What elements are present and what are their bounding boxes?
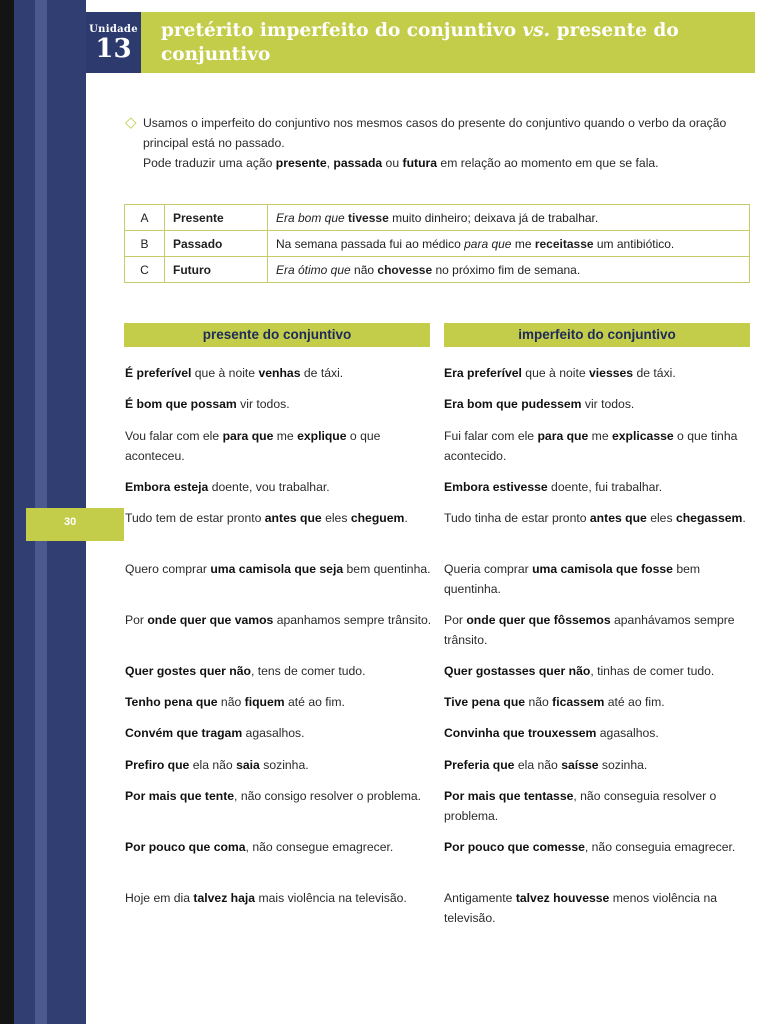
text-segment: me bbox=[273, 429, 298, 443]
page-title bbox=[161, 19, 746, 67]
row-letter: C bbox=[125, 257, 165, 283]
text-segment: que à noite bbox=[191, 366, 259, 380]
text-segment: É preferível bbox=[125, 366, 192, 380]
example-sentence bbox=[125, 662, 435, 682]
text-segment: Queria comprar bbox=[444, 562, 533, 576]
example-sentence bbox=[444, 364, 756, 384]
example-sentence bbox=[444, 662, 756, 682]
text-segment: Era ótimo que bbox=[276, 262, 351, 277]
usage-table bbox=[124, 204, 750, 283]
text-segment: sozinha. bbox=[259, 758, 309, 772]
example-sentence bbox=[125, 693, 435, 713]
row-time-label: Futuro bbox=[165, 257, 268, 283]
text-segment: para que bbox=[537, 429, 589, 443]
text-segment: Embora esteja bbox=[125, 480, 209, 494]
example-sentence bbox=[444, 478, 756, 498]
text-segment: mais violência na televisão. bbox=[255, 891, 407, 905]
text-segment: Por pouco que coma bbox=[125, 840, 246, 854]
text-segment: Quer gostes quer não bbox=[125, 664, 251, 678]
example-sentence bbox=[444, 693, 756, 713]
text-segment: talvez houvesse bbox=[515, 891, 610, 905]
text-segment: Hoje em dia bbox=[125, 891, 194, 905]
text-segment: não bbox=[525, 695, 553, 709]
diamond-bullet-icon: ◇ bbox=[125, 114, 137, 131]
text-segment: Preferia que bbox=[444, 758, 515, 772]
table-row bbox=[125, 231, 750, 257]
text-segment: não bbox=[350, 262, 378, 277]
text-segment: até ao fim. bbox=[284, 695, 345, 709]
text-segment: Convinha que trouxessem bbox=[444, 726, 597, 740]
example-sentence bbox=[444, 756, 756, 776]
text-segment: o que tinha acontecido. bbox=[444, 429, 738, 463]
text-segment: fiquem bbox=[244, 695, 285, 709]
text-segment: , não conseguia emagrecer. bbox=[584, 840, 736, 854]
text-segment: chovesse bbox=[377, 262, 433, 277]
text-segment: bem quentinha. bbox=[444, 562, 701, 596]
example-sentence bbox=[444, 560, 756, 599]
example-sentence bbox=[125, 478, 435, 498]
example-sentence bbox=[125, 838, 435, 858]
unit-badge bbox=[86, 12, 141, 73]
text-segment: , não consegue emagrecer. bbox=[245, 840, 394, 854]
row-example-sentence bbox=[268, 231, 750, 257]
text-segment: Na semana passada fui ao médico bbox=[276, 236, 465, 251]
text-segment: Tudo tem de estar pronto bbox=[125, 511, 265, 525]
text-segment: no próximo fim de semana. bbox=[432, 262, 581, 277]
text-segment: Era preferível bbox=[444, 366, 522, 380]
text-segment: me bbox=[511, 236, 535, 251]
title-part-1: pretérito imperfeito do conjuntivo bbox=[161, 20, 517, 41]
text-segment: uma camisola que seja bbox=[210, 562, 344, 576]
text-segment: vir todos. bbox=[581, 397, 635, 411]
text-segment: tivesse bbox=[348, 210, 389, 225]
column-header-imperfect: imperfeito do conjuntivo bbox=[444, 323, 750, 347]
example-sentence bbox=[444, 838, 756, 858]
text-segment: uma camisola que fosse bbox=[532, 562, 673, 576]
row-example-sentence bbox=[268, 205, 750, 231]
text-segment: para que bbox=[464, 236, 512, 251]
text-segment: antes que bbox=[589, 511, 647, 525]
text-segment: Embora estivesse bbox=[444, 480, 548, 494]
row-time-label: Passado bbox=[165, 231, 268, 257]
example-sentence bbox=[125, 560, 435, 580]
text-segment: apanhamos sempre trânsito. bbox=[273, 613, 432, 627]
text-segment: eles bbox=[646, 511, 676, 525]
text-segment: Tenho pena que bbox=[125, 695, 218, 709]
text-segment: , tens de comer tudo. bbox=[250, 664, 366, 678]
text-segment: um antibiótico. bbox=[593, 236, 675, 251]
table-row bbox=[125, 205, 750, 231]
text-segment: receitasse bbox=[534, 236, 594, 251]
text-segment: apanhávamos sempre trânsito. bbox=[444, 613, 735, 647]
intro-line-2: Pode traduzir uma ação presente, passada ou futura em relação ao momento em que se fala. bbox=[143, 156, 659, 170]
text-segment: chegassem bbox=[675, 511, 743, 525]
text-segment: Por mais que tentasse bbox=[444, 789, 574, 803]
unit-number: 13 bbox=[95, 34, 132, 64]
example-sentence bbox=[444, 427, 756, 466]
title-part-2: presente do conjuntivo bbox=[161, 20, 679, 65]
text-segment: saia bbox=[236, 758, 260, 772]
example-sentence bbox=[125, 724, 435, 744]
text-segment: Tudo tinha de estar pronto bbox=[444, 511, 590, 525]
text-segment: Tive pena que bbox=[444, 695, 526, 709]
text-segment: me bbox=[588, 429, 612, 443]
text-segment: Por mais que tente bbox=[125, 789, 235, 803]
example-sentence bbox=[444, 611, 756, 650]
text-segment: Quero comprar bbox=[125, 562, 211, 576]
text-segment: saísse bbox=[561, 758, 599, 772]
text-segment: onde quer que fôssemos bbox=[466, 613, 611, 627]
text-segment: explique bbox=[297, 429, 347, 443]
text-segment: Vou falar com ele bbox=[125, 429, 223, 443]
text-segment: doente, fui trabalhar. bbox=[547, 480, 663, 494]
text-segment: não bbox=[217, 695, 245, 709]
text-segment: menos violência na televisão. bbox=[444, 891, 718, 925]
intro-text bbox=[125, 113, 755, 173]
example-sentence bbox=[125, 611, 435, 631]
row-letter: B bbox=[125, 231, 165, 257]
text-segment: vir todos. bbox=[236, 397, 290, 411]
page-number: 30 bbox=[64, 516, 77, 528]
text-segment: Fui falar com ele bbox=[444, 429, 538, 443]
unit-label: Unidade bbox=[89, 24, 138, 35]
text-segment: de táxi. bbox=[633, 366, 676, 380]
text-segment: cheguem bbox=[350, 511, 405, 525]
example-sentence bbox=[444, 509, 756, 529]
example-sentence bbox=[125, 395, 435, 415]
text-segment: agasalhos. bbox=[596, 726, 659, 740]
example-sentence bbox=[125, 787, 435, 807]
text-segment: Quer gostasses quer não bbox=[444, 664, 591, 678]
row-letter: A bbox=[125, 205, 165, 231]
column-header-present: presente do conjuntivo bbox=[124, 323, 430, 347]
text-segment: Por bbox=[125, 613, 148, 627]
text-segment: Por pouco que comesse bbox=[444, 840, 585, 854]
text-segment: Prefiro que bbox=[125, 758, 190, 772]
text-segment: até ao fim. bbox=[604, 695, 665, 709]
text-segment: , tinhas de comer tudo. bbox=[590, 664, 715, 678]
row-example-sentence bbox=[268, 257, 750, 283]
text-segment: venhas bbox=[258, 366, 301, 380]
example-sentence bbox=[444, 889, 756, 928]
text-segment: ela não bbox=[189, 758, 237, 772]
example-sentence bbox=[125, 756, 435, 776]
example-sentence bbox=[125, 509, 435, 529]
text-segment: que à noite bbox=[521, 366, 590, 380]
text-segment: , não consigo resolver o problema. bbox=[234, 789, 422, 803]
text-segment: onde quer que vamos bbox=[147, 613, 274, 627]
text-segment: ela não bbox=[514, 758, 562, 772]
text-segment: Antigamente bbox=[444, 891, 516, 905]
text-segment: o que aconteceu. bbox=[125, 429, 381, 463]
text-segment: muito dinheiro; deixava já de trabalhar. bbox=[388, 210, 599, 225]
example-sentence bbox=[444, 395, 756, 415]
text-segment: doente, vou trabalhar. bbox=[208, 480, 330, 494]
page-edge bbox=[0, 0, 14, 1024]
row-time-label: Presente bbox=[165, 205, 268, 231]
title-vs: vs. bbox=[522, 20, 551, 41]
text-segment: talvez haja bbox=[193, 891, 256, 905]
example-sentence bbox=[125, 427, 435, 466]
text-segment: Convém que tragam bbox=[125, 726, 243, 740]
example-sentence bbox=[125, 364, 435, 384]
text-segment: Por bbox=[444, 613, 467, 627]
table-row bbox=[125, 257, 750, 283]
example-sentence bbox=[125, 889, 435, 909]
text-segment: Era bom que bbox=[276, 210, 349, 225]
text-segment: explicasse bbox=[612, 429, 674, 443]
text-segment: ficassem bbox=[552, 695, 605, 709]
text-segment: Era bom que pudessem bbox=[444, 397, 582, 411]
text-segment: , não conseguia resolver o problema. bbox=[444, 789, 717, 823]
intro-line-1: Usamos o imperfeito do conjuntivo nos mesmos casos do presente do conjuntivo quando o verbo da oração principal está no passado. bbox=[143, 116, 727, 150]
text-segment: eles bbox=[321, 511, 351, 525]
example-sentence bbox=[444, 724, 756, 744]
example-sentence bbox=[444, 787, 756, 826]
text-segment: agasalhos. bbox=[242, 726, 305, 740]
text-segment: viesses bbox=[589, 366, 634, 380]
text-segment: para que bbox=[222, 429, 274, 443]
text-segment: . bbox=[404, 511, 408, 525]
text-segment: É bom que possam bbox=[125, 397, 237, 411]
text-segment: sozinha. bbox=[598, 758, 648, 772]
text-segment: de táxi. bbox=[300, 366, 344, 380]
text-segment: . bbox=[742, 511, 746, 525]
text-segment: bem quentinha. bbox=[343, 562, 431, 576]
text-segment: antes que bbox=[264, 511, 322, 525]
title-bar bbox=[141, 12, 755, 73]
